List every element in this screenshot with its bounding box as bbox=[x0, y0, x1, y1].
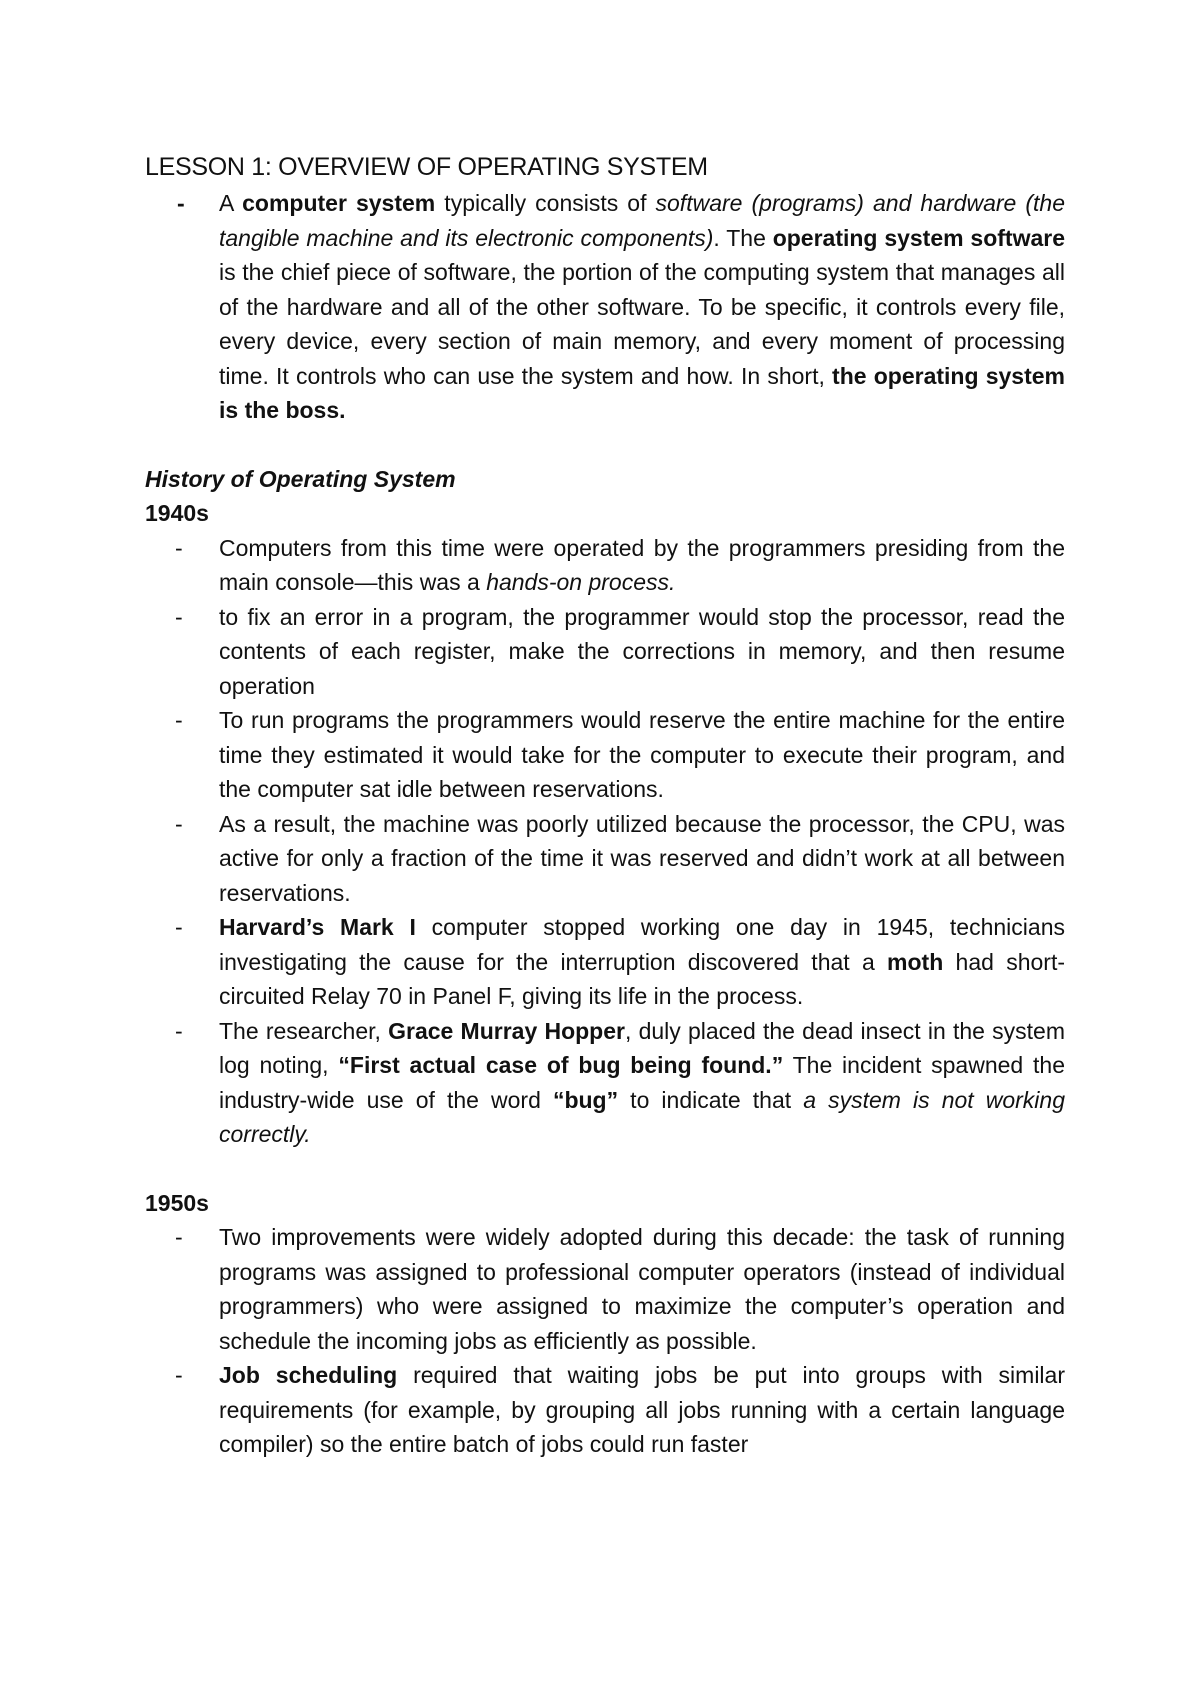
history-heading: History of Operating System bbox=[145, 465, 456, 492]
item-text: , duly placed the dead insect in the system log noting, bbox=[219, 1017, 1065, 1078]
list-item bbox=[145, 1358, 1065, 1462]
document-content bbox=[145, 150, 1065, 1462]
item-text: to fix an error in a program, the programmer would stop the processor, read the contents of each register, make the corrections in memory, and then resume operation bbox=[219, 603, 1065, 699]
term-grace-murray-hopper: Grace Murray Hopper bbox=[388, 1017, 625, 1044]
list-item bbox=[145, 531, 1065, 600]
bullet-dash: - bbox=[175, 1017, 183, 1044]
item-text: had short-circuited Relay 70 in Panel F, giving its life in the process. bbox=[219, 948, 1066, 1009]
intro-paragraph bbox=[145, 186, 1065, 428]
term-computer-system: computer system bbox=[242, 190, 436, 216]
term-job-scheduling: Job scheduling bbox=[219, 1362, 398, 1388]
item-text: Computers from this time were operated by the programmers presiding from the main console—this was a bbox=[219, 534, 1065, 595]
term-bug: “bug” bbox=[552, 1086, 619, 1113]
item-text: The incident spawned the industry-wide use of the word bbox=[219, 1052, 1065, 1113]
bullet-dash: - bbox=[175, 603, 183, 630]
item-text: As a result, the machine was poorly utilized because the processor, the CPU, was active for only a fraction of the time it was reserved and didn’t work at all between reservations. bbox=[219, 810, 1065, 906]
definition-software-hardware: software (programs) and hardware (the tangible machine and its electronic components) bbox=[219, 190, 1065, 251]
bullet-dash: - bbox=[177, 190, 185, 216]
bullet-dash: - bbox=[175, 914, 183, 940]
decade-heading-1940s: 1940s bbox=[145, 500, 209, 526]
item-text: The researcher, bbox=[219, 1017, 389, 1044]
bullet-dash: - bbox=[175, 810, 183, 837]
intro-text: . The bbox=[713, 224, 773, 251]
item-text: To run programs the programmers would reserve the entire machine for the entire time they estimated it would take for the computer to execute their program, and the computer sat idle between reservations. bbox=[219, 707, 1065, 802]
phrase-system-not-working: a system is not working correctly. bbox=[219, 1086, 1065, 1147]
intro-text: typically consists of bbox=[435, 190, 656, 216]
lesson-title bbox=[145, 150, 1065, 184]
term-harvard-mark-i: Harvard’s Mark I bbox=[219, 914, 416, 940]
term-hands-on-process: hands-on process. bbox=[486, 569, 676, 595]
item-text: Two improvements were widely adopted during this decade: the task of running programs was assigned to professional computer operators (instead of individual programmers) who were assigned to maximize the computer’s operation and schedule the incoming jobs as efficiently as possible. bbox=[219, 1224, 1065, 1354]
lesson-title-prefix: LESSON 1: bbox=[145, 153, 279, 181]
list-item bbox=[145, 910, 1065, 1014]
intro-text: is the chief piece of software, the portion of the computing system that manages all of the hardware and all of the other software. To be specific, it controls every file, every device, every section of main memory, and every moment of processing time. It controls who can use the system and how. In short, bbox=[219, 259, 1065, 389]
list-1950s bbox=[145, 1220, 1065, 1462]
item-text: to indicate that bbox=[618, 1086, 804, 1113]
intro-text: A bbox=[219, 190, 243, 216]
bullet-dash: - bbox=[175, 1362, 183, 1388]
list-1940s bbox=[145, 531, 1065, 1152]
decade-heading-1950s: 1950s bbox=[145, 1189, 209, 1216]
item-text: required that waiting jobs be put into groups with similar requirements (for example, by grouping all jobs running with a certain language compiler) so the entire batch of jobs could run faster bbox=[219, 1362, 1065, 1457]
list-item bbox=[145, 1014, 1065, 1152]
term-moth: moth bbox=[887, 948, 944, 975]
intro-list bbox=[145, 186, 1065, 428]
list-item bbox=[145, 1220, 1065, 1358]
quote-first-bug: “First actual case of bug being found.” bbox=[338, 1052, 784, 1078]
term-operating-system-software: operating system software bbox=[772, 224, 1066, 251]
bullet-dash: - bbox=[175, 534, 183, 561]
list-item bbox=[145, 703, 1065, 807]
bullet-dash: - bbox=[175, 707, 183, 733]
item-text: computer stopped working one day in 1945, technicians investigating the cause for the interruption discovered that a bbox=[219, 914, 1065, 975]
bullet-dash: - bbox=[175, 1224, 183, 1250]
list-item bbox=[145, 807, 1065, 911]
list-item bbox=[145, 600, 1065, 704]
term-os-is-boss: the operating system is the boss. bbox=[219, 362, 1065, 423]
lesson-title-main: OVERVIEW OF OPERATING SYSTEM bbox=[278, 153, 708, 181]
